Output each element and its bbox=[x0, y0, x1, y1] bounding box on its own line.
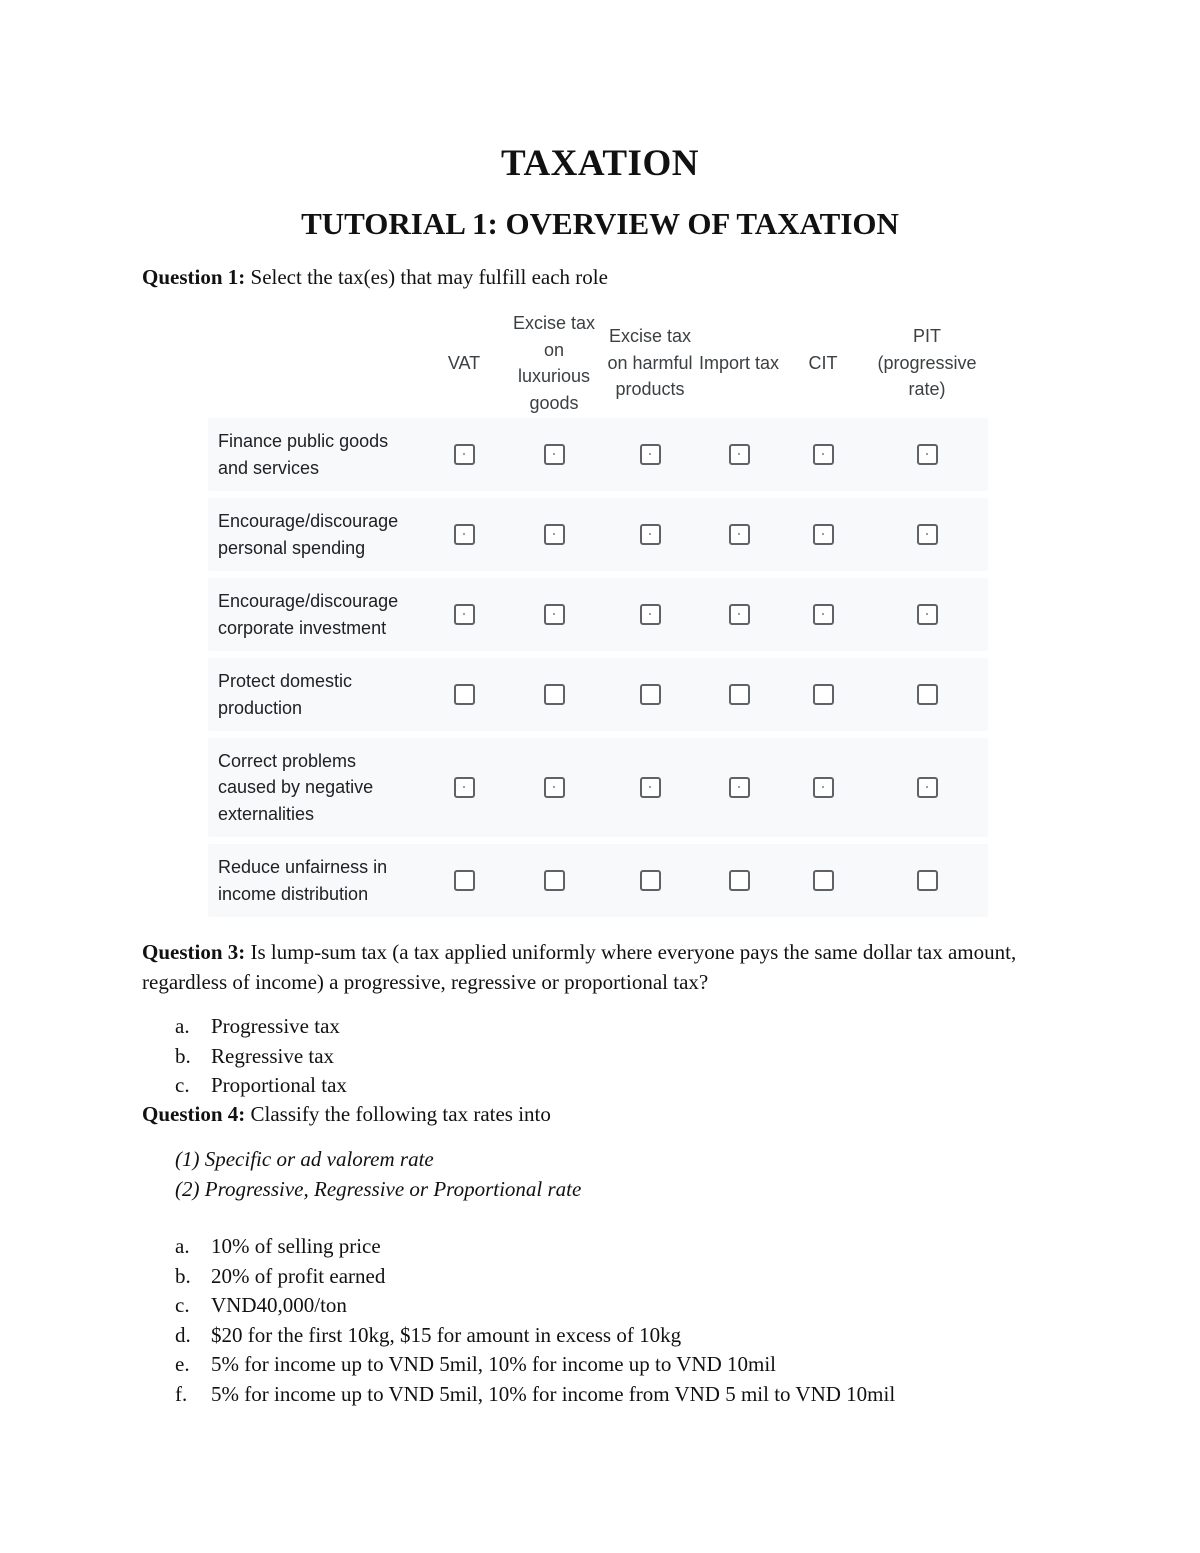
checkbox-investment-excise-harmful[interactable] bbox=[640, 604, 661, 625]
grid-row-personal-spending bbox=[208, 498, 988, 571]
checkbox-income-cit[interactable] bbox=[813, 870, 834, 891]
question-4-text: Classify the following tax rates into bbox=[245, 1102, 551, 1126]
row-label: Finance public goods and services bbox=[218, 431, 389, 478]
question-4-label: Question 4: bbox=[142, 1102, 246, 1126]
checkbox-domestic-import[interactable] bbox=[729, 684, 750, 705]
checkbox-externalities-vat[interactable] bbox=[454, 777, 475, 798]
checkbox-finance-cit[interactable] bbox=[813, 444, 834, 465]
question-3-options bbox=[175, 1012, 347, 1101]
col-header-pit: PIT (progressive rate) bbox=[877, 326, 977, 400]
question-1 bbox=[142, 262, 1052, 292]
checkbox-spending-excise-harmful[interactable] bbox=[640, 524, 661, 545]
criterion-1: (1) Specific or ad valorem rate bbox=[175, 1147, 434, 1171]
question-1-label: Question 1: bbox=[142, 265, 246, 289]
checkbox-finance-vat[interactable] bbox=[454, 444, 475, 465]
checkbox-investment-excise-luxurious[interactable] bbox=[544, 604, 565, 625]
checkbox-externalities-import[interactable] bbox=[729, 777, 750, 798]
checkbox-externalities-pit[interactable] bbox=[917, 777, 938, 798]
checkbox-investment-pit[interactable] bbox=[917, 604, 938, 625]
tax-role-grid bbox=[208, 308, 988, 924]
checkbox-domestic-excise-harmful[interactable] bbox=[640, 684, 661, 705]
list-item: a. 10% of selling price bbox=[175, 1234, 381, 1258]
row-label: Correct problems caused by negative externalities bbox=[218, 750, 374, 824]
checkbox-externalities-cit[interactable] bbox=[813, 777, 834, 798]
list-item: d. $20 for the first 10kg, $15 for amount in excess of 10kg bbox=[175, 1322, 682, 1347]
checkbox-domestic-vat[interactable] bbox=[454, 684, 475, 705]
checkbox-finance-excise-harmful[interactable] bbox=[640, 444, 661, 465]
checkbox-domestic-pit[interactable] bbox=[917, 684, 938, 705]
checkbox-income-vat[interactable] bbox=[454, 870, 475, 891]
list-item: e. 5% for income up to VND 5mil, 10% for income up to VND 10mil bbox=[175, 1352, 776, 1376]
list-item: c. VND40,000/ton bbox=[175, 1293, 347, 1317]
list-item: b. 20% of profit earned bbox=[175, 1263, 386, 1288]
row-label: Reduce unfairness in income distribution bbox=[218, 857, 388, 904]
question-3-text: Is lump-sum tax (a tax applied uniformly where everyone pays the same dollar tax amount, regardless of income) a progressive, regressive or proportional tax? bbox=[142, 940, 1017, 994]
grid-row-finance bbox=[208, 418, 988, 491]
question-3-label: Question 3: bbox=[142, 940, 246, 964]
checkbox-investment-import[interactable] bbox=[729, 604, 750, 625]
checkbox-income-excise-luxurious[interactable] bbox=[544, 870, 565, 891]
checkbox-finance-excise-luxurious[interactable] bbox=[544, 444, 565, 465]
criterion-2: (2) Progressive, Regressive or Proportional rate bbox=[175, 1177, 582, 1201]
col-header-excise-luxurious: Excise tax on luxurious goods bbox=[512, 313, 596, 413]
col-header-import: Import tax bbox=[698, 352, 780, 373]
row-label: Encourage/discourage corporate investment bbox=[218, 591, 399, 638]
checkbox-finance-pit[interactable] bbox=[917, 444, 938, 465]
checkbox-externalities-excise-luxurious[interactable] bbox=[544, 777, 565, 798]
checkbox-spending-import[interactable] bbox=[729, 524, 750, 545]
checkbox-income-excise-harmful[interactable] bbox=[640, 870, 661, 891]
question-4 bbox=[142, 1099, 1052, 1129]
list-item: f. 5% for income up to VND 5mil, 10% for income from VND 5 mil to VND 10mil bbox=[175, 1381, 896, 1406]
checkbox-income-pit[interactable] bbox=[917, 870, 938, 891]
checkbox-investment-cit[interactable] bbox=[813, 604, 834, 625]
checkbox-domestic-cit[interactable] bbox=[813, 684, 834, 705]
checkbox-investment-vat[interactable] bbox=[454, 604, 475, 625]
list-item: a. Progressive tax bbox=[175, 1014, 340, 1038]
row-label: Protect domestic production bbox=[218, 671, 353, 718]
col-header-cit: CIT bbox=[808, 352, 838, 373]
checkbox-spending-vat[interactable] bbox=[454, 524, 475, 545]
checkbox-externalities-excise-harmful[interactable] bbox=[640, 777, 661, 798]
checkbox-spending-excise-luxurious[interactable] bbox=[544, 524, 565, 545]
tutorial-subtitle: TUTORIAL 1: OVERVIEW OF TAXATION bbox=[301, 206, 899, 241]
grid-row-corporate-investment bbox=[208, 578, 988, 651]
question-4-criteria bbox=[175, 1144, 581, 1204]
question-3 bbox=[142, 937, 1052, 997]
list-item: c. Proportional tax bbox=[175, 1073, 347, 1097]
grid-row-externalities bbox=[208, 738, 988, 837]
col-header-excise-harmful: Excise tax on harmful products bbox=[607, 326, 693, 400]
list-item: b. Regressive tax bbox=[175, 1043, 335, 1068]
checkbox-income-import[interactable] bbox=[729, 870, 750, 891]
row-label: Encourage/discourage personal spending bbox=[218, 511, 399, 558]
document-title: TAXATION bbox=[501, 143, 699, 184]
checkbox-spending-cit[interactable] bbox=[813, 524, 834, 545]
question-1-text: Select the tax(es) that may fulfill each role bbox=[245, 265, 608, 289]
grid-row-income-distribution bbox=[208, 844, 988, 917]
checkbox-domestic-excise-luxurious[interactable] bbox=[544, 684, 565, 705]
question-4-items bbox=[175, 1232, 895, 1409]
grid-row-domestic-production bbox=[208, 658, 988, 731]
grid-header bbox=[208, 308, 988, 418]
checkbox-spending-pit[interactable] bbox=[917, 524, 938, 545]
col-header-vat: VAT bbox=[447, 352, 481, 373]
checkbox-finance-import[interactable] bbox=[729, 444, 750, 465]
